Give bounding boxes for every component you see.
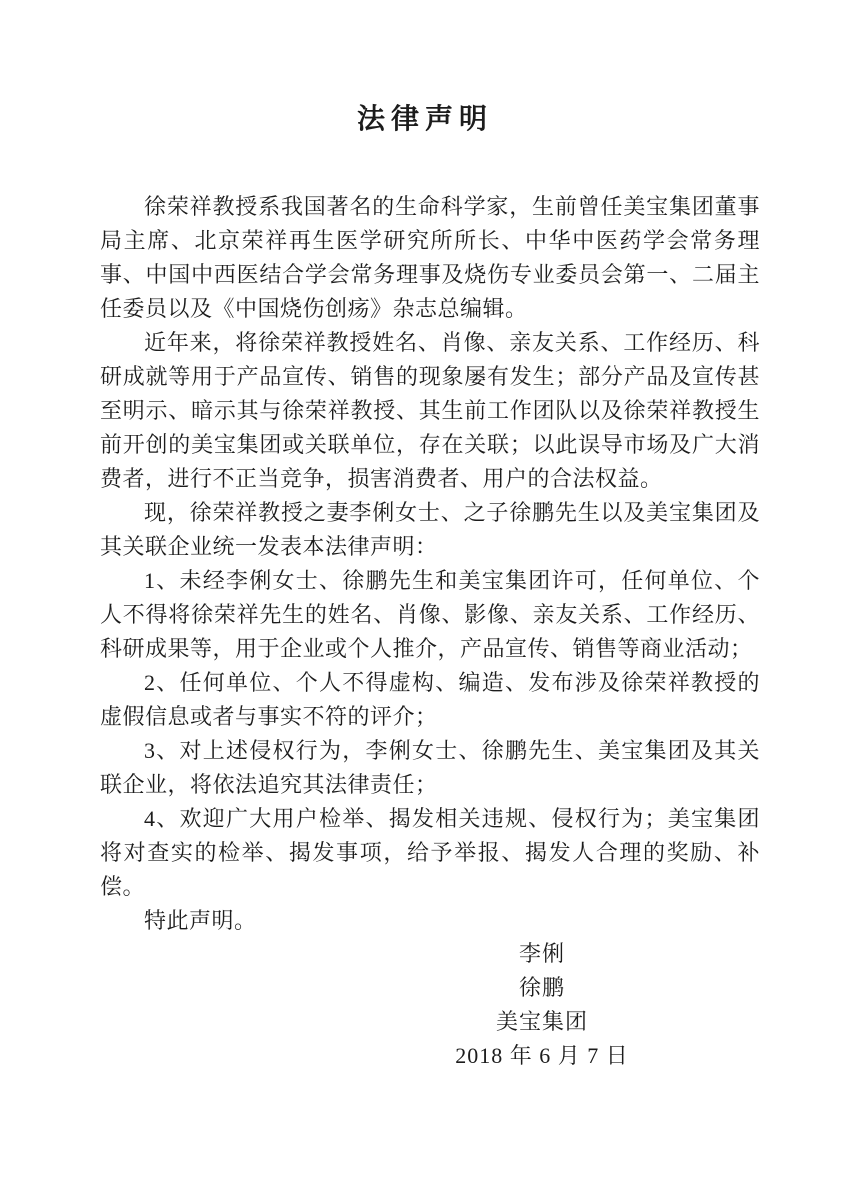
statement-item-1: 1、未经李俐女士、徐鹏先生和美宝集团许可，任何单位、个人不得将徐荣祥先生的姓名、肖像、影像、亲友关系、工作经历、科研成果等，用于企业或个人推介，产品宣传、销售等商业活动； — [100, 568, 760, 661]
statement-item-3: 3、对上述侵权行为，李俐女士、徐鹏先生、美宝集团及其关联企业，将依法追究其法律责任； — [100, 738, 760, 797]
document-body — [100, 190, 760, 938]
document-title: 法律声明 — [356, 104, 493, 135]
signatory-name-xu-peng: 徐鹏 — [518, 975, 565, 1000]
closing-line: 特此声明。 — [144, 908, 257, 933]
signature-block — [212, 937, 850, 1073]
signatory-name-li-li: 李俐 — [518, 941, 565, 966]
intro-paragraph: 徐荣祥教授系我国著名的生命科学家，生前曾任美宝集团董事局主席、北京荣祥再生医学研究所所长、中华中医药学会常务理事、中国中西医结合学会常务理事及烧伤专业委员会第一、二届主任委员以及《中国烧伤创疡》杂志总编辑。 — [100, 194, 760, 321]
background-paragraph: 近年来，将徐荣祥教授姓名、肖像、亲友关系、工作经历、科研成就等用于产品宣传、销售的现象屡有发生；部分产品及宣传甚至明示、暗示其与徐荣祥教授、其生前工作团队以及徐荣祥教授生前开创的美宝集团或关联单位，存在关联；以此误导市场及广大消费者，进行不正当竞争，损害消费者、用户的合法权益。 — [100, 330, 760, 491]
declaration-lead-paragraph: 现，徐荣祥教授之妻李俐女士、之子徐鹏先生以及美宝集团及其关联企业统一发表本法律声明： — [100, 500, 760, 559]
statement-item-2: 2、任何单位、个人不得虚构、编造、发布涉及徐荣祥教授的虚假信息或者与事实不符的评介； — [100, 670, 760, 729]
statement-item-4: 4、欢迎广大用户检举、揭发相关违规、侵权行为；美宝集团将对查实的检举、揭发事项，给予举报、揭发人合理的奖励、补偿。 — [100, 806, 760, 899]
signature-date: 2018 年 6 月 7 日 — [455, 1043, 629, 1068]
signatory-company: 美宝集团 — [495, 1009, 588, 1034]
